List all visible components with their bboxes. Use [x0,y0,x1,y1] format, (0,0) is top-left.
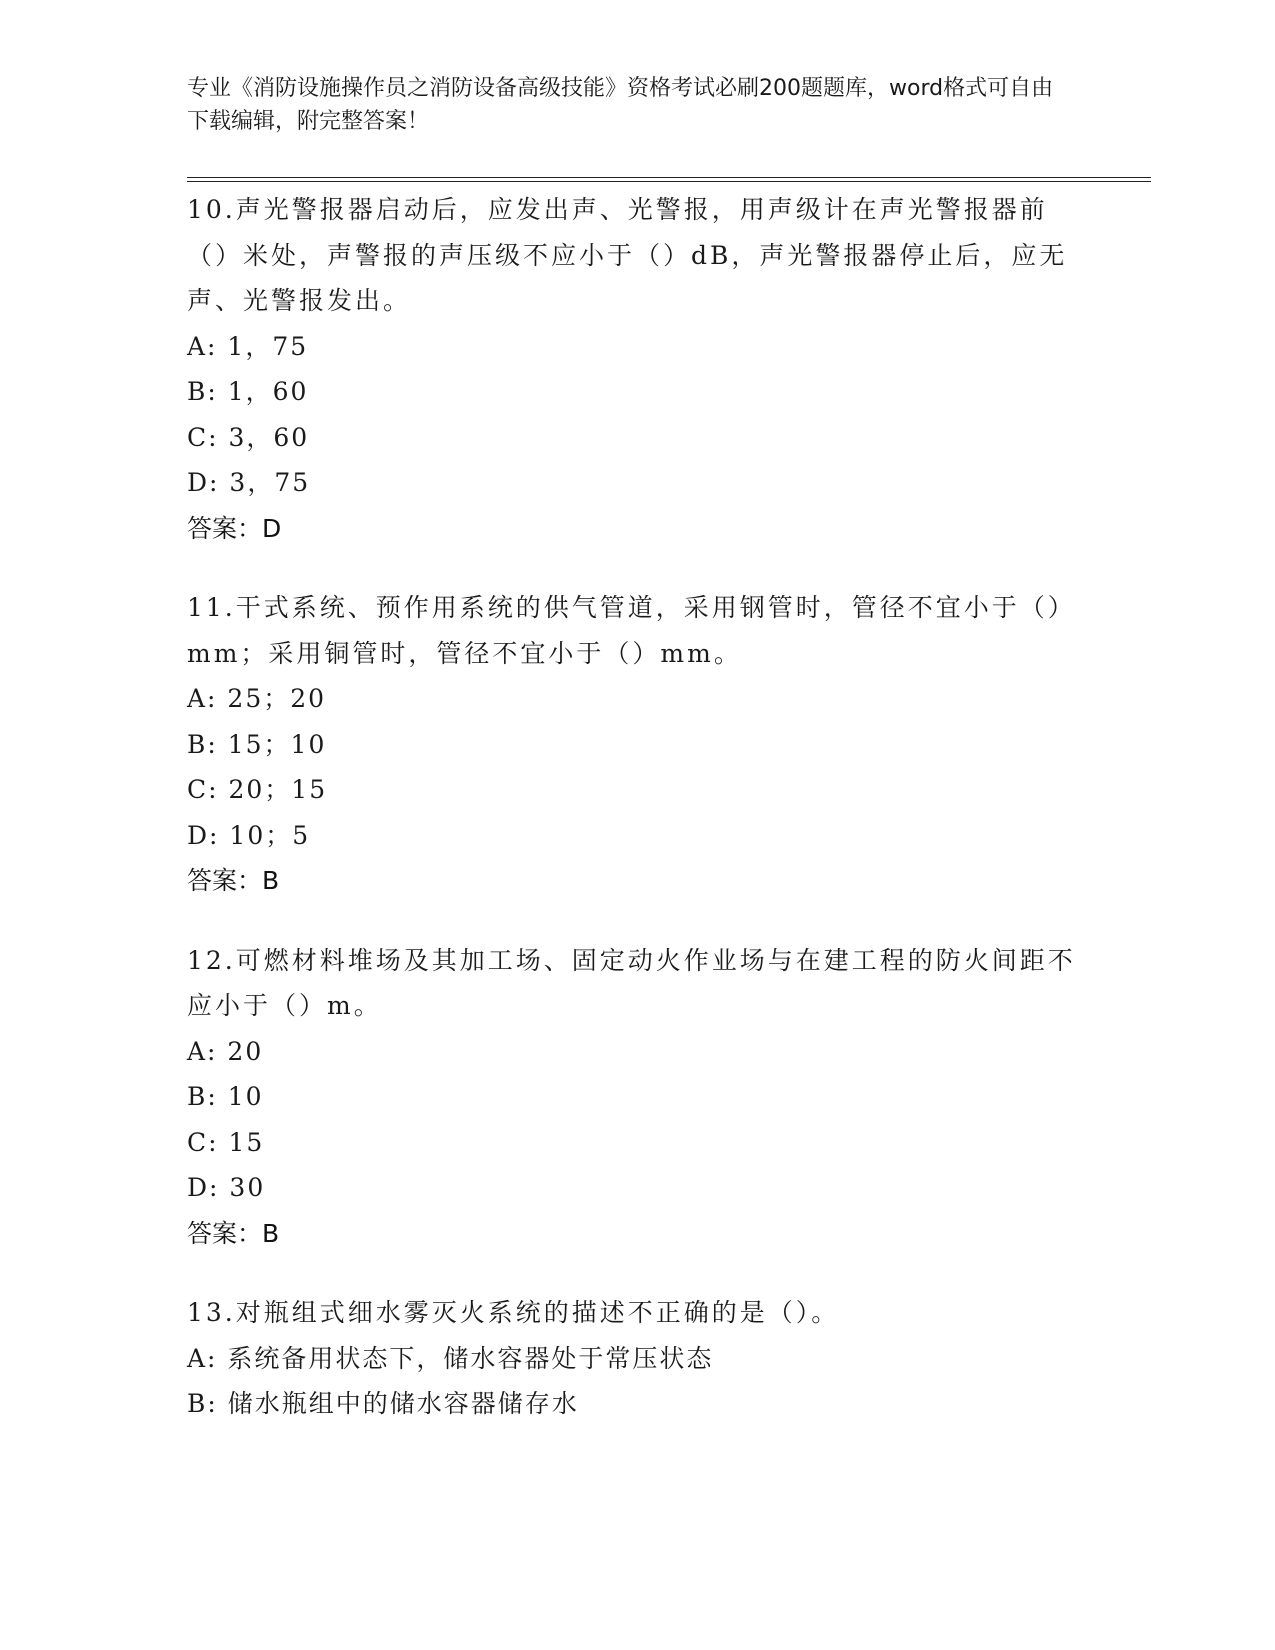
question-12 [187,938,1077,1257]
option-d: D: 3，75 [187,468,311,497]
option-b: B: 1，60 [187,377,309,406]
answer-line: 答案：B [187,866,280,895]
option-a: A: 1，75 [187,331,309,361]
question-10 [187,187,1077,551]
question-11 [187,585,1077,904]
option-b: B: 10 [187,1082,264,1111]
option-b: B: 15；10 [187,729,327,759]
question-stem: 11.干式系统、预作用系统的供气管道，采用钢管时，管径不宜小于（）mm；采用铜管时，管径不宜小于（）mm。 [187,593,1076,668]
option-a: A: 系统备用状态下，储水容器处于常压状态 [187,1343,714,1373]
question-stem: 10.声光警报器启动后，应发出声、光警报，用声级计在声光警报器前（）米处，声警报的声压级不应小于（）dB，声光警报器停止后，应无声、光警报发出。 [187,195,1068,315]
option-b: B: 储水瓶组中的储水容器储存水 [187,1389,579,1418]
answer-line: 答案：B [187,1218,280,1248]
option-a: A: 25；20 [187,684,327,713]
header-divider [187,177,1151,182]
question-13 [187,1290,1077,1427]
option-c: C: 15 [187,1127,265,1157]
question-stem: 13.对瓶组式细水雾灭火系统的描述不正确的是（）。 [187,1298,840,1327]
question-stem: 12.可燃材料堆场及其加工场、固定动火作业场与在建工程的防火间距不应小于（）m。 [187,945,1076,1020]
option-a: A: 20 [187,1036,264,1066]
option-d: D: 10；5 [187,820,311,850]
question-list [187,187,1077,1461]
page-header: 专业《消防设施操作员之消防设备高级技能》资格考试必刷200题题库，word格式可自由下载编辑，附完整答案！ [187,76,1054,134]
option-d: D: 30 [187,1173,266,1202]
option-c: C: 3，60 [187,422,310,452]
answer-line: 答案：D [187,513,282,543]
option-c: C: 20；15 [187,775,328,804]
